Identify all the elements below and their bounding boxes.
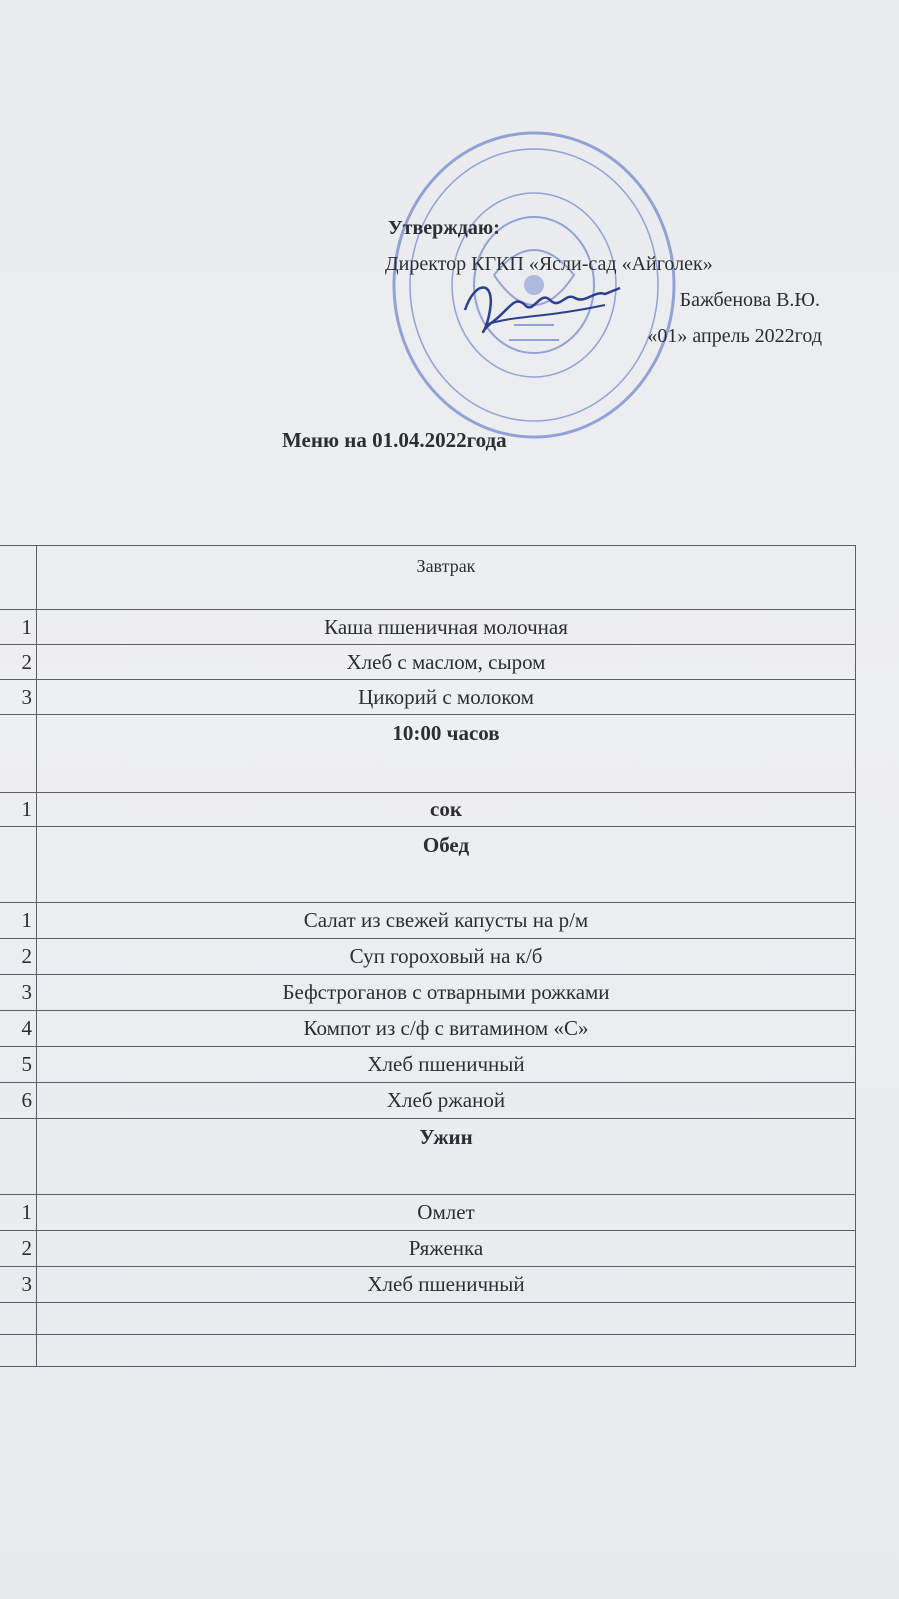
row-number: 6 [0, 1083, 37, 1119]
row-number: 2 [0, 939, 37, 975]
row-number: 4 [0, 1011, 37, 1047]
table-row [0, 975, 856, 1011]
section-header-row [0, 1119, 856, 1195]
approval-date: «01» апрель 2022год [647, 325, 822, 347]
table-row [0, 610, 856, 645]
section-header-row [0, 546, 856, 610]
menu-item: Бефстроганов с отварными рожками [37, 975, 856, 1011]
handwritten-signature [455, 270, 625, 340]
section-header-row [0, 827, 856, 903]
row-number: 1 [0, 610, 37, 645]
table-row [0, 1083, 856, 1119]
table-row [0, 793, 856, 827]
menu-title: Меню на 01.04.2022года [282, 428, 507, 452]
empty-row [0, 1335, 856, 1367]
section-title-snack: 10:00 часов [37, 715, 856, 793]
menu-item: Хлеб с маслом, сыром [37, 645, 856, 680]
table-row [0, 680, 856, 715]
table-row [0, 1267, 856, 1303]
menu-item: сок [37, 793, 856, 827]
table-row [0, 1047, 856, 1083]
row-number: 1 [0, 793, 37, 827]
menu-item: Каша пшеничная молочная [37, 610, 856, 645]
row-number: 1 [0, 903, 37, 939]
row-number: 1 [0, 1195, 37, 1231]
table-row [0, 1231, 856, 1267]
table-row [0, 1011, 856, 1047]
table-row [0, 1195, 856, 1231]
empty-row [0, 1303, 856, 1335]
menu-item: Салат из свежей капусты на р/м [37, 903, 856, 939]
section-header-row [0, 715, 856, 793]
table-row [0, 903, 856, 939]
menu-item: Ряженка [37, 1231, 856, 1267]
approval-title: Утверждаю: [388, 217, 500, 239]
table-row [0, 645, 856, 680]
menu-table [0, 545, 856, 1367]
menu-item: Хлеб пшеничный [37, 1267, 856, 1303]
row-number: 3 [0, 1267, 37, 1303]
menu-item: Хлеб ржаной [37, 1083, 856, 1119]
row-number: 5 [0, 1047, 37, 1083]
menu-item: Компот из с/ф с витамином «С» [37, 1011, 856, 1047]
menu-item: Суп гороховый на к/б [37, 939, 856, 975]
menu-item: Омлет [37, 1195, 856, 1231]
row-number: 3 [0, 680, 37, 715]
section-title-breakfast: Завтрак [37, 546, 856, 610]
section-title-dinner: Ужин [37, 1119, 856, 1195]
approval-director: Директор КГКП «Ясли-сад «Айголек» [385, 253, 713, 275]
approval-name: Бажбенова В.Ю. [679, 289, 820, 311]
section-title-lunch: Обед [37, 827, 856, 903]
row-number: 2 [0, 645, 37, 680]
row-number: 3 [0, 975, 37, 1011]
row-number: 2 [0, 1231, 37, 1267]
menu-item: Хлеб пшеничный [37, 1047, 856, 1083]
menu-item: Цикорий с молоком [37, 680, 856, 715]
table-row [0, 939, 856, 975]
